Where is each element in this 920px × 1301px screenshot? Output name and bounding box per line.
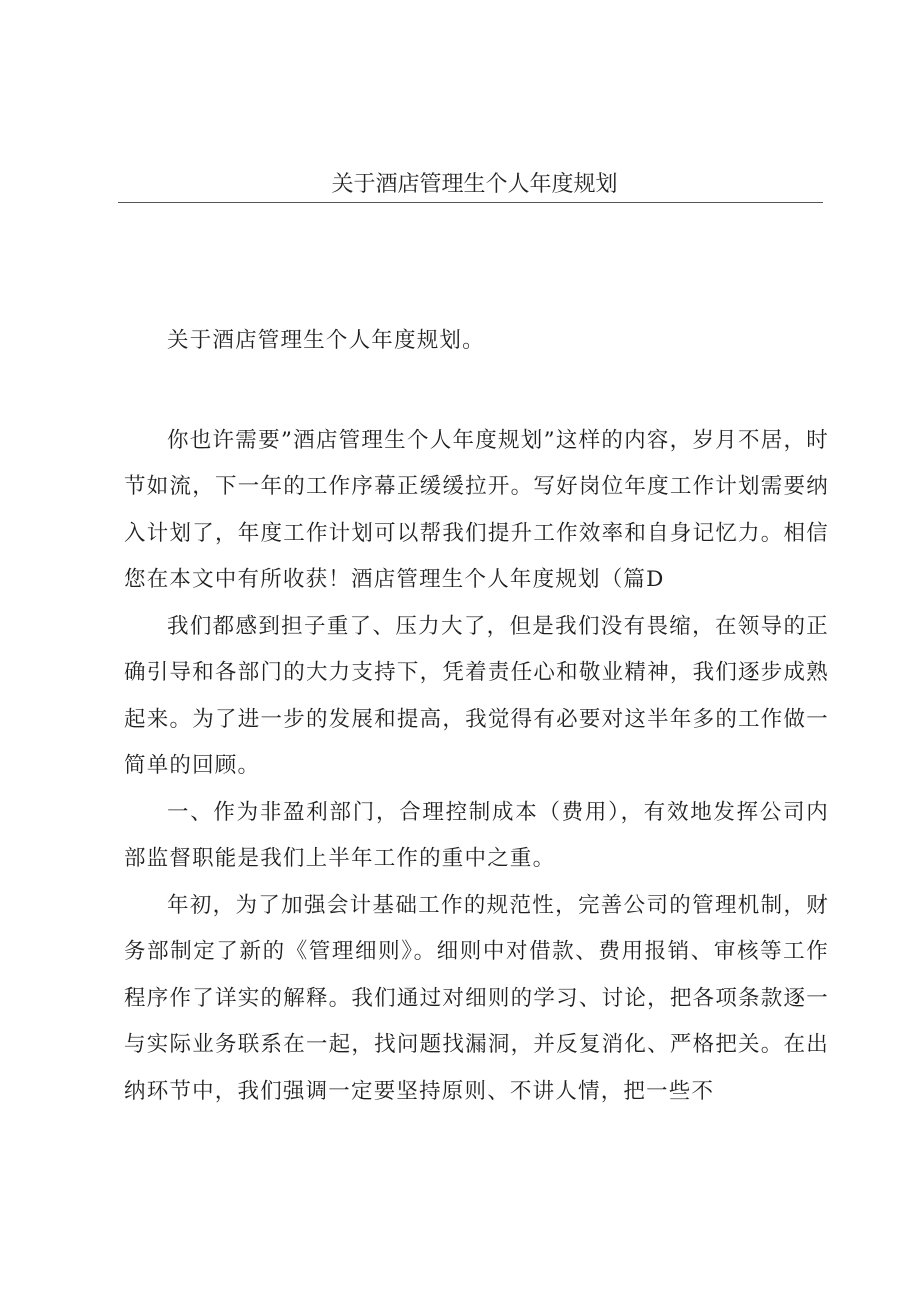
document-body [124,318,829,1115]
intro-paragraph: 关于酒店管理生个人年度规划。 [167,328,485,353]
page-header [118,168,823,203]
body-paragraph: 你也许需要”酒店管理生个人年度规划”这样的内容，岁月不居，时节如流，下一年的工作序幕正缓缓拉开。写好岗位年度工作计划需要纳入计划了，年度工作计划可以帮我们提升工作效率和自身记忆力。相信您在本文中有所收获！酒店管理生个人年度规划（篇D [124,427,829,592]
body-paragraph: 我们都感到担子重了、压力大了，但是我们没有畏缩，在领导的正确引导和各部门的大力支持下，凭着责任心和敬业精神，我们逐步成熟起来。为了进一步的发展和提高，我觉得有必要对这半年多的工作做一简单的回顾。 [124,613,829,778]
body-paragraph: 一、作为非盈利部门，合理控制成本（费用），有效地发挥公司内部监督职能是我们上半年工作的重中之重。 [124,799,829,871]
body-paragraph: 年初，为了加强会计基础工作的规范性，完善公司的管理机制，财务部制定了新的《管理细则》。细则中对借款、费用报销、审核等工作程序作了详实的解释。我们通过对细则的学习、讨论，把各项条款逐一与实际业务联系在一起，找问题找漏洞，并反复消化、严格把关。在出纳环节中，我们强调一定要坚持原则、不讲人情，把一些不 [124,892,829,1104]
header-title: 关于酒店管理生个人年度规划 [331,172,618,197]
